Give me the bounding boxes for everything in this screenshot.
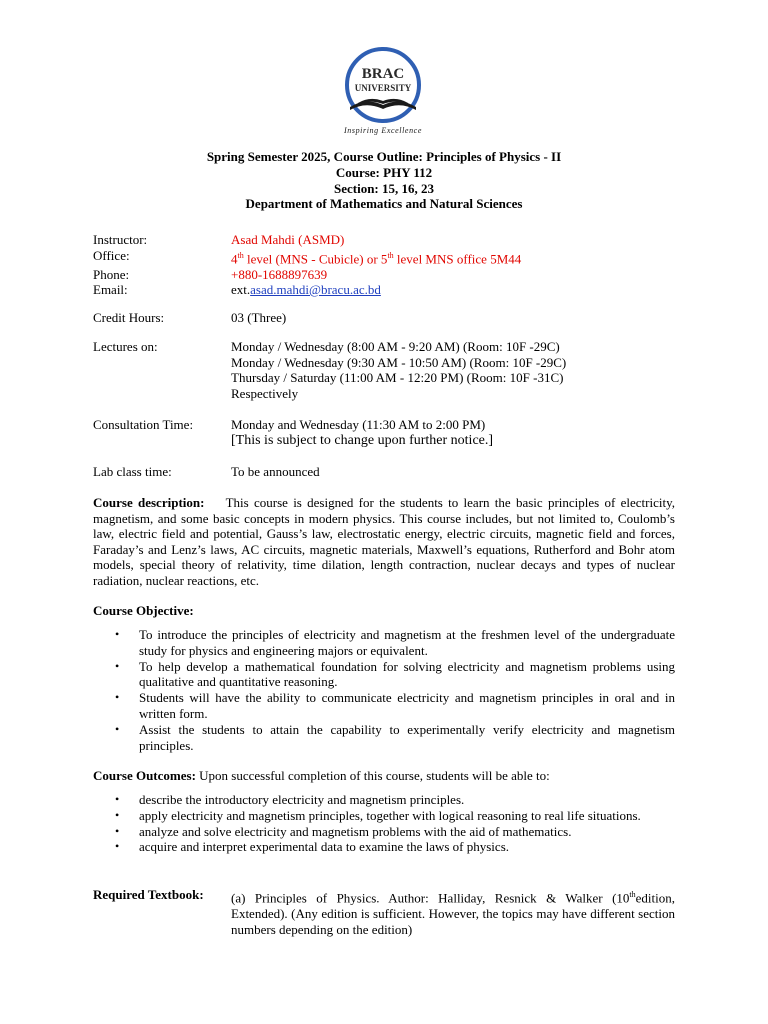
course-description — [93, 495, 675, 589]
email-row — [93, 282, 675, 298]
logo-tagline: Inspiring Excellence — [344, 126, 422, 135]
course-objective-heading: Course Objective: — [93, 603, 194, 618]
consultation-label: Consultation Time: — [93, 417, 194, 432]
lab-value: To be announced — [231, 464, 320, 479]
instructor-row — [93, 232, 675, 248]
bullet-icon: • — [115, 792, 120, 806]
lectures-section — [93, 339, 675, 401]
instructor-info — [93, 232, 675, 298]
office-label: Office: — [93, 247, 130, 263]
lectures-schedule — [231, 339, 675, 401]
title-line-section: Section: 15, 16, 23 — [333, 180, 435, 196]
lecture-note: Respectively — [231, 385, 299, 401]
logo-emblem-icon — [328, 47, 438, 139]
course-outcomes-intro: Course Outcomes: Upon successful completion of this course, students will be able to: — [93, 768, 550, 783]
email-label: Email: — [93, 282, 128, 298]
list-item: • To introduce the principles of electricity and magnetism at the freshmen level of the undergraduate study for physics and engineering majors or equivalent. — [115, 627, 675, 658]
title-line-department: Department of Mathematics and Natural Sciences — [245, 196, 523, 212]
title-line-semester: Spring Semester 2025, Course Outline: Principles of Physics - II — [206, 149, 562, 164]
list-item: • To help develop a mathematical foundation for solving electricity and magnetism problems using qualitative and quantitative reasoning. — [115, 658, 675, 690]
document-title — [93, 149, 675, 212]
course-objective-list — [93, 627, 675, 753]
course-outcomes-heading: Course Outcomes: — [93, 768, 196, 783]
bullet-icon: • — [115, 690, 120, 705]
credit-hours-value: 03 (Three) — [231, 310, 287, 325]
lab-label: Lab class time: — [93, 464, 172, 479]
lecture-slot: Thursday / Saturday (11:00 AM - 12:20 PM) (Room: 10F -31C) — [231, 370, 564, 386]
list-item: • Assist the students to attain the capability to experimentally verify electricity and magnetism principles. — [115, 721, 675, 753]
bullet-icon: • — [115, 627, 120, 641]
lectures-label: Lectures on: — [93, 339, 158, 354]
lecture-slot: Monday / Wednesday (8:00 AM - 9:20 AM) (Room: 10F -29C) — [231, 339, 560, 354]
instructor-label: Instructor: — [93, 232, 148, 247]
consultation-note: [This is subject to change upon further notice.] — [231, 432, 494, 448]
office-value: 4th level (MNS - Cubicle) or 5th level MNS office 5M44 — [231, 250, 522, 266]
office-row — [93, 248, 675, 267]
credit-hours-label: Credit Hours: — [93, 310, 165, 325]
bullet-icon: • — [115, 658, 120, 673]
email-value: ext.asad.mahdi@bracu.ac.bd — [231, 282, 381, 298]
course-description-label: Course description: — [93, 495, 205, 510]
required-textbook-label: Required Textbook: — [93, 887, 204, 902]
list-item: • Students will have the ability to communicate electricity and magnetism principles in oral and in written form. — [115, 690, 675, 721]
logo-text-university: UNIVERSITY — [354, 83, 412, 93]
course-description-text: This course is designed for the students to learn the basic principles of electricity, magnetism, and some basic concepts in modern physics. This course includes, but not limited to, Coulomb’s law, electric field and potential, Gauss’s law, electrostatic energy, electric circuits, magnetic field and forces, Faraday’s and Lenz’s laws, AC circuits, magnetic materials, Maxwell’s equations, Rutherford and Bohr atom models, special theory of relativity, time dilation, length contraction, nuclear decays and types of nuclear radiation, nuclear reactions, etc. — [93, 495, 675, 588]
brac-university-logo — [328, 47, 438, 139]
credit-hours-section — [93, 310, 675, 326]
title-line-course: Course: PHY 112 — [335, 164, 433, 180]
consultation-time: Monday and Wednesday (11:30 AM to 2:00 PM) — [231, 417, 486, 432]
lecture-slot: Monday / Wednesday (9:30 AM - 10:50 AM) (Room: 10F -29C) — [231, 354, 567, 370]
instructor-value: Asad Mahdi (ASMD) — [231, 232, 345, 247]
consultation-section — [93, 417, 675, 448]
phone-value: +880-1688897639 — [231, 266, 328, 282]
required-textbook-section — [93, 887, 675, 937]
logo-text-brac: BRAC — [361, 66, 405, 82]
required-textbook-value: (a) Principles of Physics. Author: Halliday, Resnick & Walker (10thedition, Extended). (Any edition is sufficient. However, the topics may have different section numbers depending on the edition) — [231, 890, 675, 937]
list-item: • apply electricity and magnetism principles, together with logical reasoning to real life situations. — [115, 807, 641, 823]
open-book-icon — [350, 99, 416, 110]
list-item: • analyze and solve electricity and magnetism problems with the aid of mathematics. — [115, 823, 572, 839]
bullet-icon: • — [115, 839, 120, 854]
bullet-icon: • — [115, 823, 120, 838]
list-item: • describe the introductory electricity and magnetism principles. — [115, 792, 465, 807]
phone-label: Phone: — [93, 266, 130, 282]
lab-section — [93, 464, 675, 480]
phone-row — [93, 267, 675, 283]
list-item: • acquire and interpret experimental data to examine the laws of physics. — [115, 839, 509, 855]
email-link[interactable]: asad.mahdi@bracu.ac.bd — [250, 282, 381, 298]
bullet-icon: • — [115, 721, 120, 736]
bullet-icon: • — [115, 807, 120, 822]
course-outcomes-list — [93, 792, 675, 855]
